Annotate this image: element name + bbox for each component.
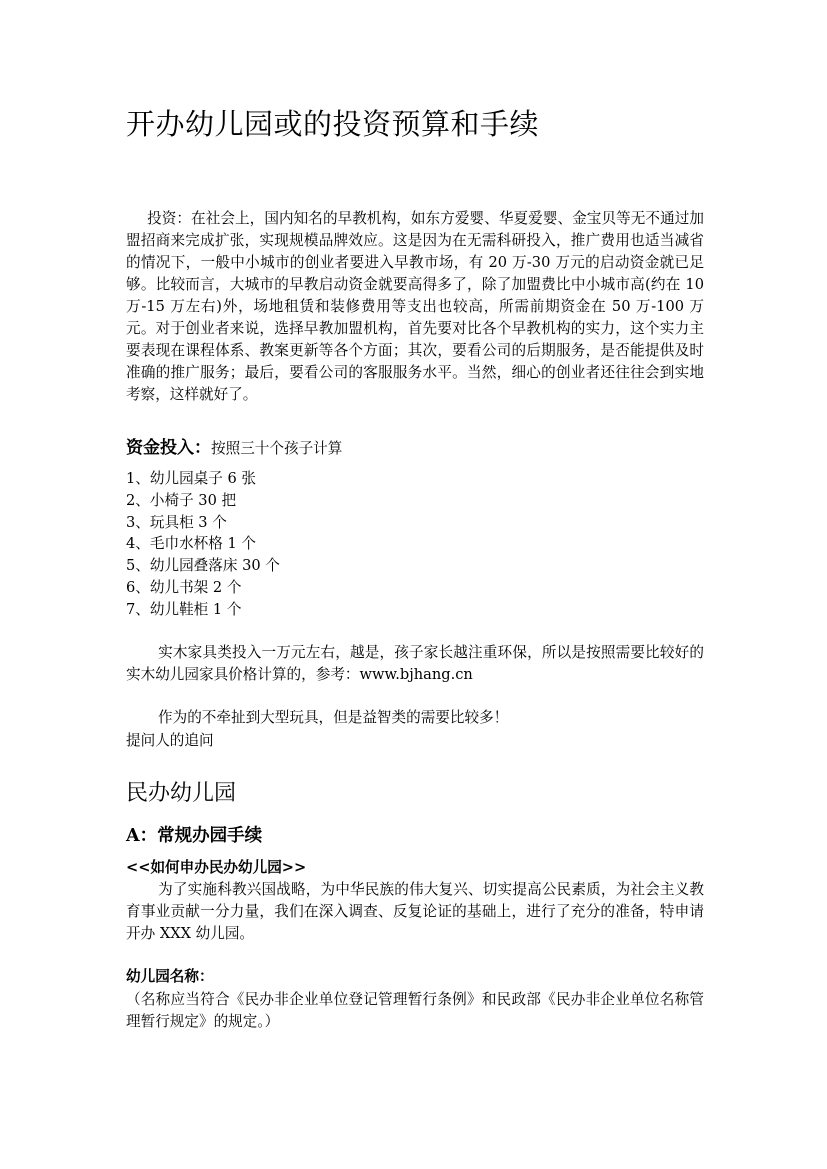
list-item: 5、幼儿园叠落床 30 个 bbox=[126, 557, 280, 575]
intro-paragraph bbox=[126, 208, 704, 406]
furniture-list bbox=[126, 468, 280, 621]
document-title: 开办幼儿园或的投资预算和手续 bbox=[126, 107, 540, 141]
list-item: 3、玩具柜 3 个 bbox=[126, 513, 227, 531]
kindergarten-name-label: 幼儿园名称： bbox=[126, 968, 214, 985]
apply-paragraph bbox=[126, 879, 704, 945]
toys-note-paragraph bbox=[126, 707, 704, 729]
furniture-note-text: 实木家具类投入一万元左右，越是，孩子家长越注重环保，所以是按照需要比较好的实木幼儿园家具价格计算的，参考：www.bjhang.cn bbox=[126, 644, 704, 683]
funding-text: 按照三十个孩子计算 bbox=[211, 440, 343, 457]
intro-text: 投资：在社会上，国内知名的早教机构，如东方爱婴、华夏爱婴、金宝贝等无不通过加盟招商来完成扩张，实现规模品牌效应。这是因为在无需科研投入，推广费用也适当减省的情况下，一般中小城市的创业者要进入早教市场，有 20 万-30 万元的启动资金就已足够。比较而言，大城市的早教启动资金就要高得多了，除了加盟费比中小城市高(约在 10 万-15 万左右)外，场地租赁和装修费用等支出也较高，所需前期资金在 50 万-100 万元。对于创业者来说，选择早教加盟机构，首先要对比各个早教机构的实力，这个实力主要表现在课程体系、教案更新等各个方面；其次，要看公司的后期服务，是否能提供及时准确的推广服务；最后，要看公司的客服服务水平。当然，细心的创业者还往往会到实地考察，这样就好了。 bbox=[126, 210, 704, 403]
apply-text: 为了实施科教兴国战略，为中华民族的伟大复兴、切实提高公民素质，为社会主义教育事业贡献一分力量，我们在深入调查、反复论证的基础上，进行了充分的准备，特申请开办 XXX 幼儿园。 bbox=[126, 881, 704, 942]
funding-line bbox=[126, 436, 342, 461]
subsection-title: A：常规办园手续 bbox=[126, 826, 263, 846]
list-item: 1、幼儿园桌子 6 张 bbox=[126, 470, 257, 487]
list-item: 7、幼儿鞋柜 1 个 bbox=[126, 600, 242, 618]
list-item: 4、毛巾水杯格 1 个 bbox=[126, 535, 257, 553]
funding-label: 资金投入： bbox=[126, 438, 211, 458]
list-item: 6、幼儿书架 2 个 bbox=[126, 578, 242, 596]
apply-title: <<如何申办民办幼儿园>> bbox=[126, 859, 307, 876]
toys-note-text: 作为的不牵扯到大型玩具，但是益智类的需要比较多！ bbox=[158, 709, 509, 726]
furniture-note-paragraph bbox=[126, 642, 704, 686]
kindergarten-name-note: （名称应当符合《民办非企业单位登记管理暂行条例》和民政部《民办非企业单位名称管理暂行规定》的规定。） bbox=[126, 991, 704, 1030]
list-item: 2、小椅子 30 把 bbox=[126, 491, 237, 509]
section-title: 民办幼儿园 bbox=[126, 781, 237, 806]
followup-label: 提问人的追问 bbox=[126, 732, 214, 749]
